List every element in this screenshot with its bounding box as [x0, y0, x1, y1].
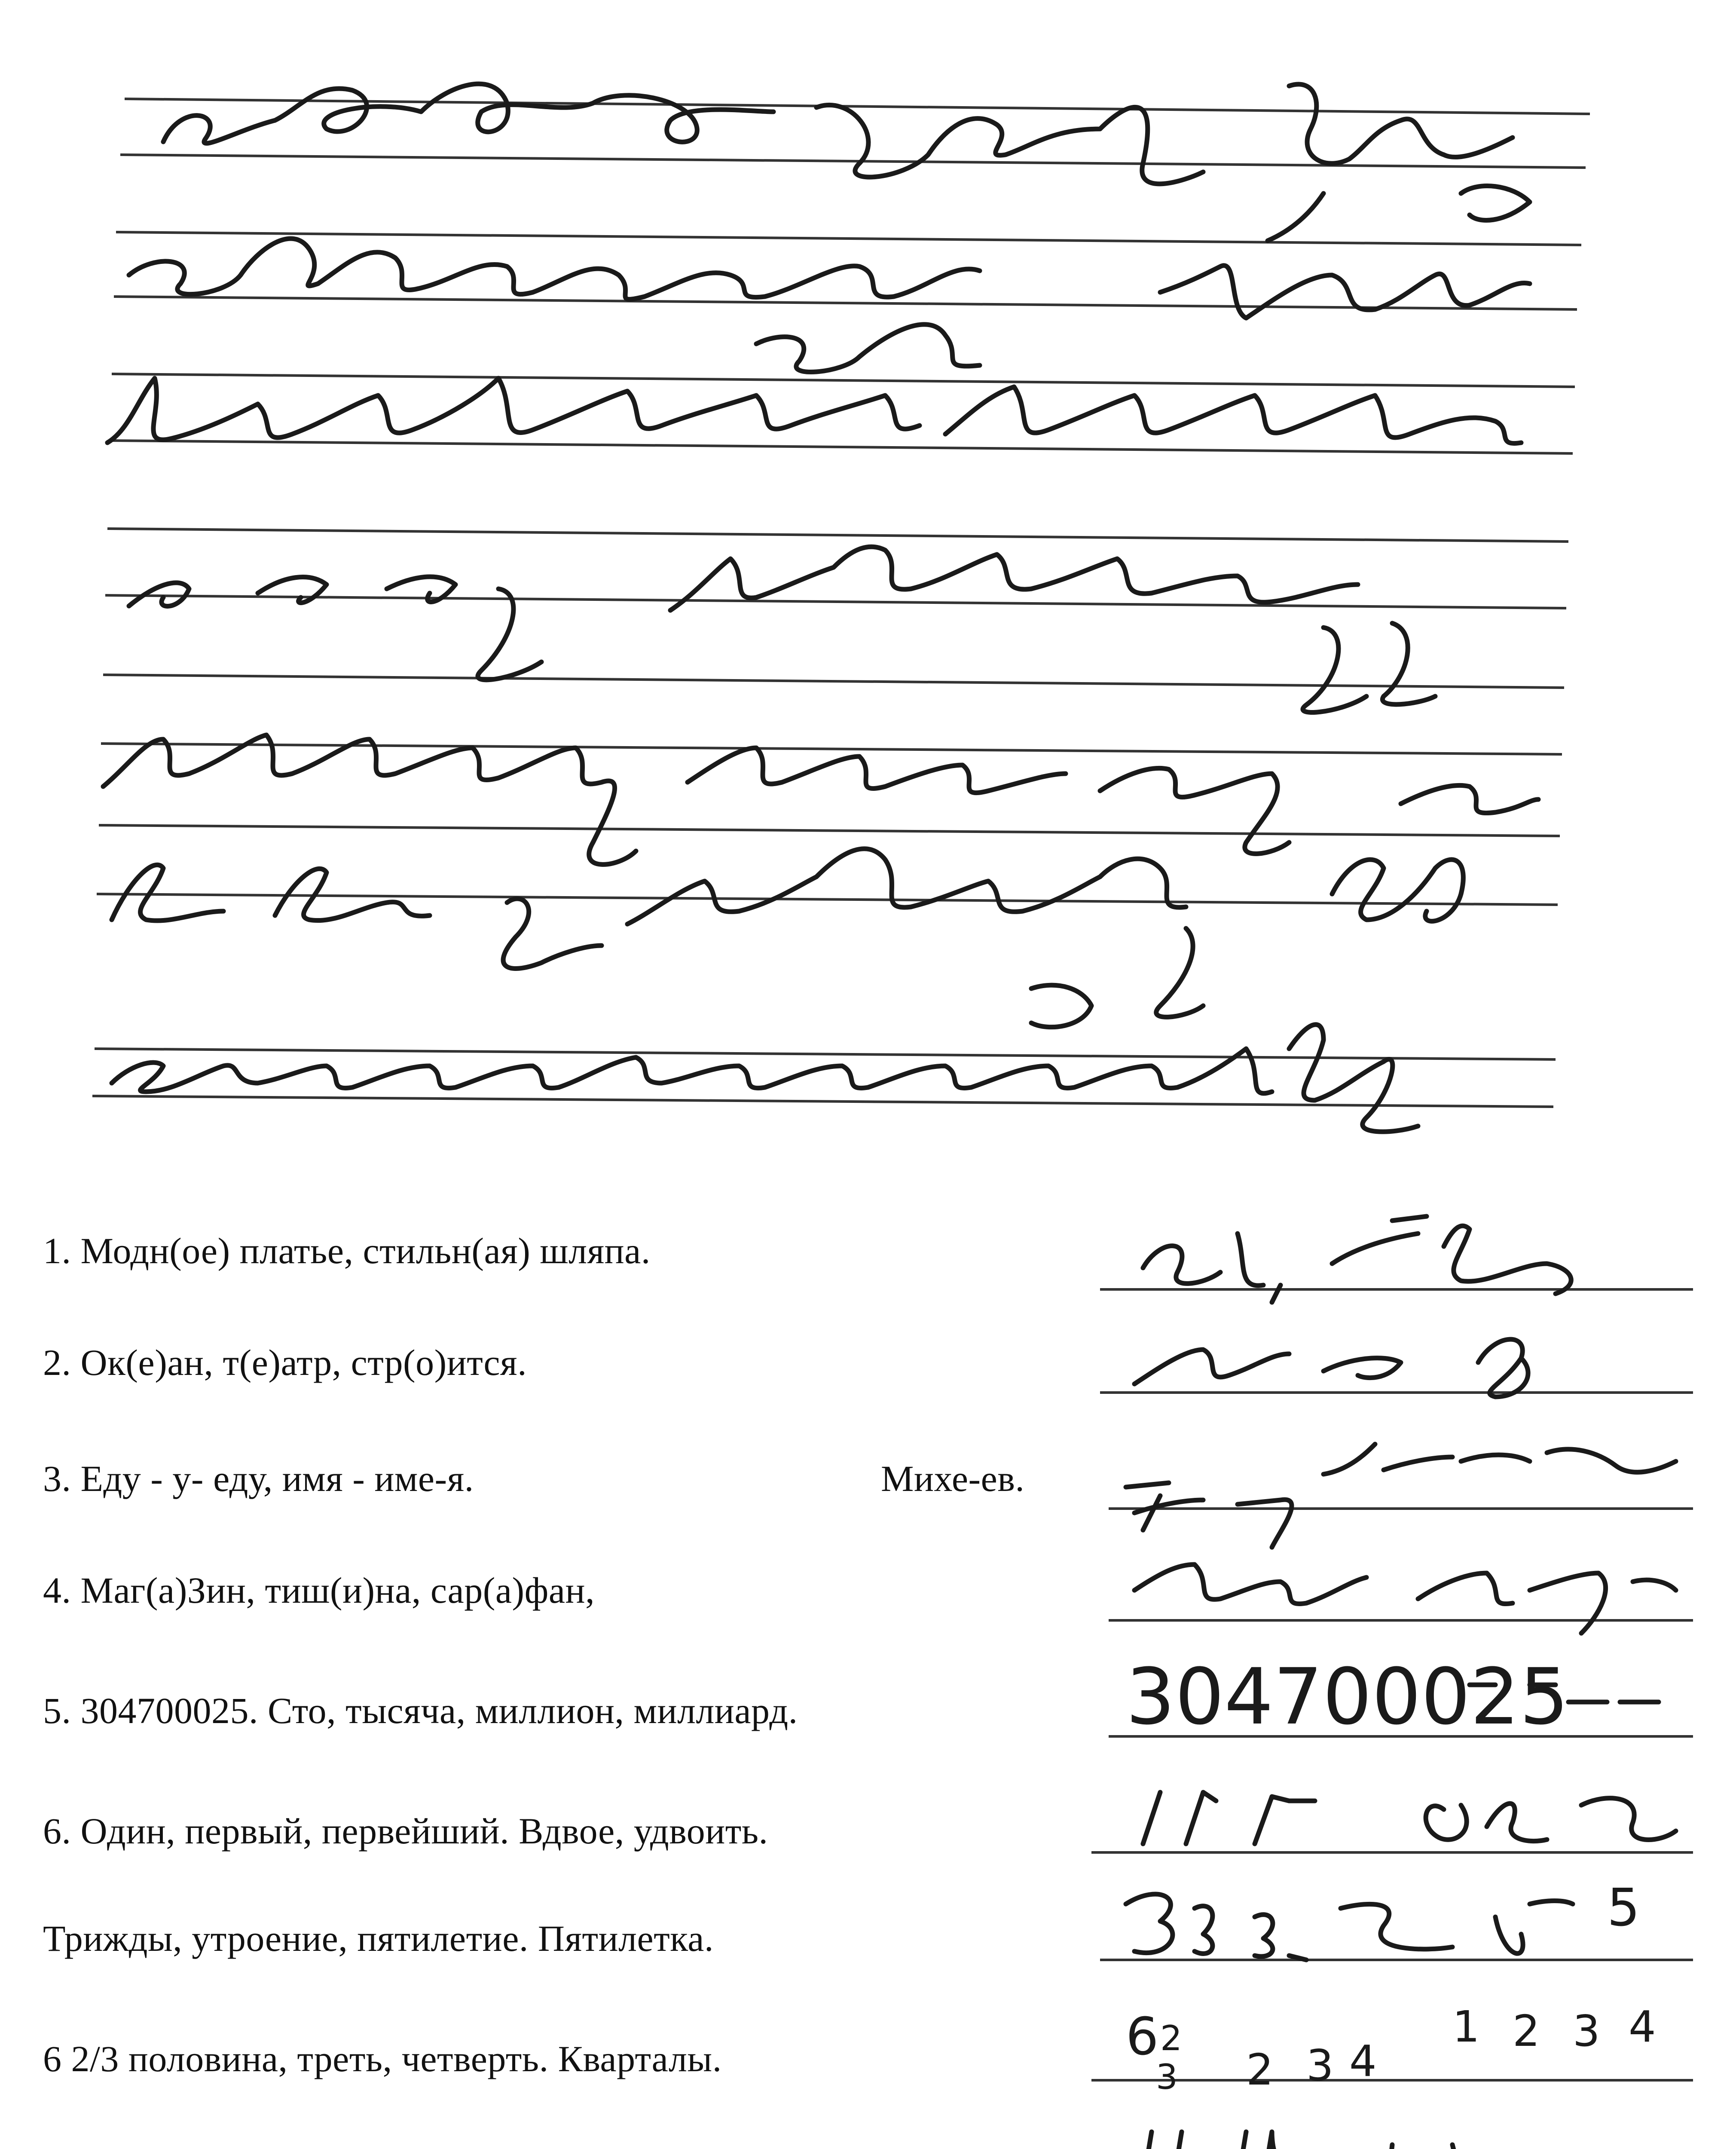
- answer-area: [1074, 1182, 1736, 2149]
- shorthand-row-4: [129, 547, 1435, 712]
- answer-3-shorthand: [1126, 1444, 1676, 1547]
- exercise-2-text: 2. Ок(е)ан, т(е)атр, стр(о)ится.: [43, 1342, 527, 1383]
- row8-fraction-whole: 6: [1126, 2007, 1159, 2067]
- exercise-8-text: 6 2/3 половина, треть, четверть. Кварталы.: [43, 2038, 722, 2079]
- exercise-3-suffix: Михе-ев.: [881, 1458, 1025, 1499]
- shorthand-row-3: [107, 378, 1521, 444]
- exercise-6-text: 6. Один, первый, первейший. Вдвое, удвоить.: [43, 1810, 768, 1852]
- shorthand-row-7: [112, 1025, 1418, 1132]
- row5-digits: 304700025: [1126, 1652, 1569, 1742]
- row8-upper-3: 4: [1629, 2002, 1656, 2052]
- answer-6-shorthand: [1143, 1792, 1676, 1844]
- shorthand-row-2: [129, 193, 1530, 372]
- shorthand-row-5: [103, 735, 1538, 864]
- row8-upper-2: 3: [1573, 2006, 1600, 2056]
- exercise-1-text: 1. Модн(ое) платье, стильн(ая) шляпа.: [43, 1230, 651, 1271]
- row8-seq-1: 3: [1306, 2040, 1334, 2091]
- row8-seq-2: 4: [1349, 2036, 1377, 2086]
- answer-7-shorthand: [1126, 1878, 1640, 1960]
- exercise-4-text: 4. Маг(а)Зин, тиш(и)на, сар(а)фан,: [43, 1570, 595, 1611]
- answer-2-shorthand: [1134, 1339, 1528, 1397]
- row8-fraction-denominator: 3: [1156, 2057, 1178, 2097]
- exercise-7-text: Трижды, утроение, пятилетие. Пятилетка.: [43, 1918, 714, 1959]
- row8-fraction-numerator: 2: [1160, 2018, 1182, 2058]
- answer-4-shorthand: [1134, 1564, 1676, 1633]
- row8-seq-0: 2: [1246, 2045, 1274, 2095]
- practice-rules: [92, 99, 1590, 1107]
- exercise-3-text: 3. Еду - у- еду, имя - име-я.: [43, 1458, 474, 1499]
- exercise-5-text: 5. 304700025. Сто, тысяча, миллион, миллиард.: [43, 1690, 798, 1731]
- answer-8-numerals: [1126, 2002, 1656, 2097]
- row8-upper-1: 2: [1513, 2006, 1540, 2056]
- shorthand-row-1: [163, 84, 1530, 220]
- answer-9-shorthand: [1143, 2132, 1470, 2149]
- answer-5-numerals: [1126, 1652, 1659, 1742]
- shorthand-row-6: [112, 849, 1463, 1027]
- row8-upper-0: 1: [1452, 2002, 1480, 2052]
- row7-digit: 5: [1607, 1878, 1640, 1938]
